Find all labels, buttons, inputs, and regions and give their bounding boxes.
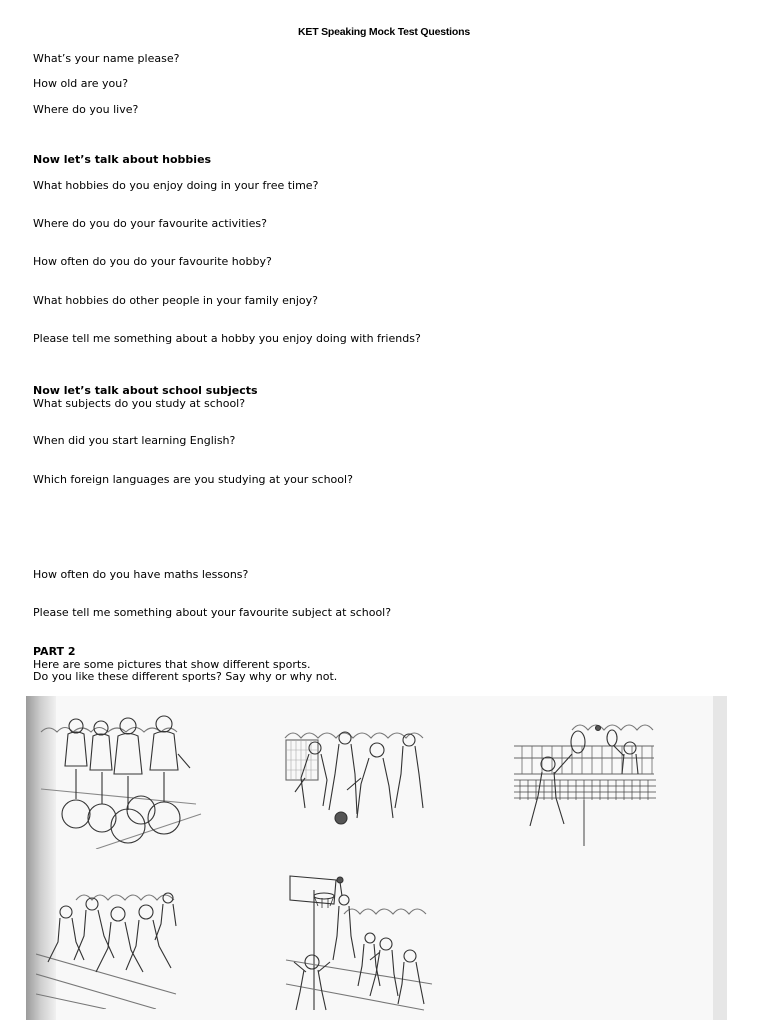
scan-edge	[713, 696, 727, 1020]
hobbies-question: What hobbies do other people in your family enjoy?	[33, 294, 318, 307]
question-live: Where do you live?	[33, 103, 139, 116]
basketball-picture	[284, 874, 434, 1014]
hobbies-question: Where do you do your favourite activities?	[33, 217, 267, 230]
school-question: When did you start learning English?	[33, 434, 236, 447]
question-name: What’s your name please?	[33, 52, 180, 65]
part2-heading: PART 2	[33, 645, 76, 658]
question-age: How old are you?	[33, 77, 129, 90]
hobbies-question: How often do you do your favourite hobby?	[33, 255, 272, 268]
running-picture	[36, 884, 181, 1009]
part2-instruction: Do you like these different sports? Say why or why not.	[33, 670, 338, 683]
school-question: How often do you have maths lessons?	[33, 568, 249, 581]
hobbies-question: Please tell me something about a hobby you enjoy doing with friends?	[33, 332, 421, 345]
cycling-picture	[36, 714, 206, 849]
part2-instruction: Here are some pictures that show different sports.	[33, 658, 311, 671]
school-question: Which foreign languages are you studying at your school?	[33, 473, 353, 486]
school-heading: Now let’s talk about school subjects	[33, 384, 258, 397]
tennis-picture	[512, 718, 657, 848]
hobbies-question: What hobbies do you enjoy doing in your free time?	[33, 179, 319, 192]
hobbies-heading: Now let’s talk about hobbies	[33, 153, 212, 166]
school-question: What subjects do you study at school?	[33, 397, 246, 410]
football-picture	[283, 718, 433, 833]
sports-pictures-panel	[26, 696, 727, 1020]
document-title: KET Speaking Mock Test Questions	[298, 26, 470, 38]
school-question: Please tell me something about your favourite subject at school?	[33, 606, 392, 619]
